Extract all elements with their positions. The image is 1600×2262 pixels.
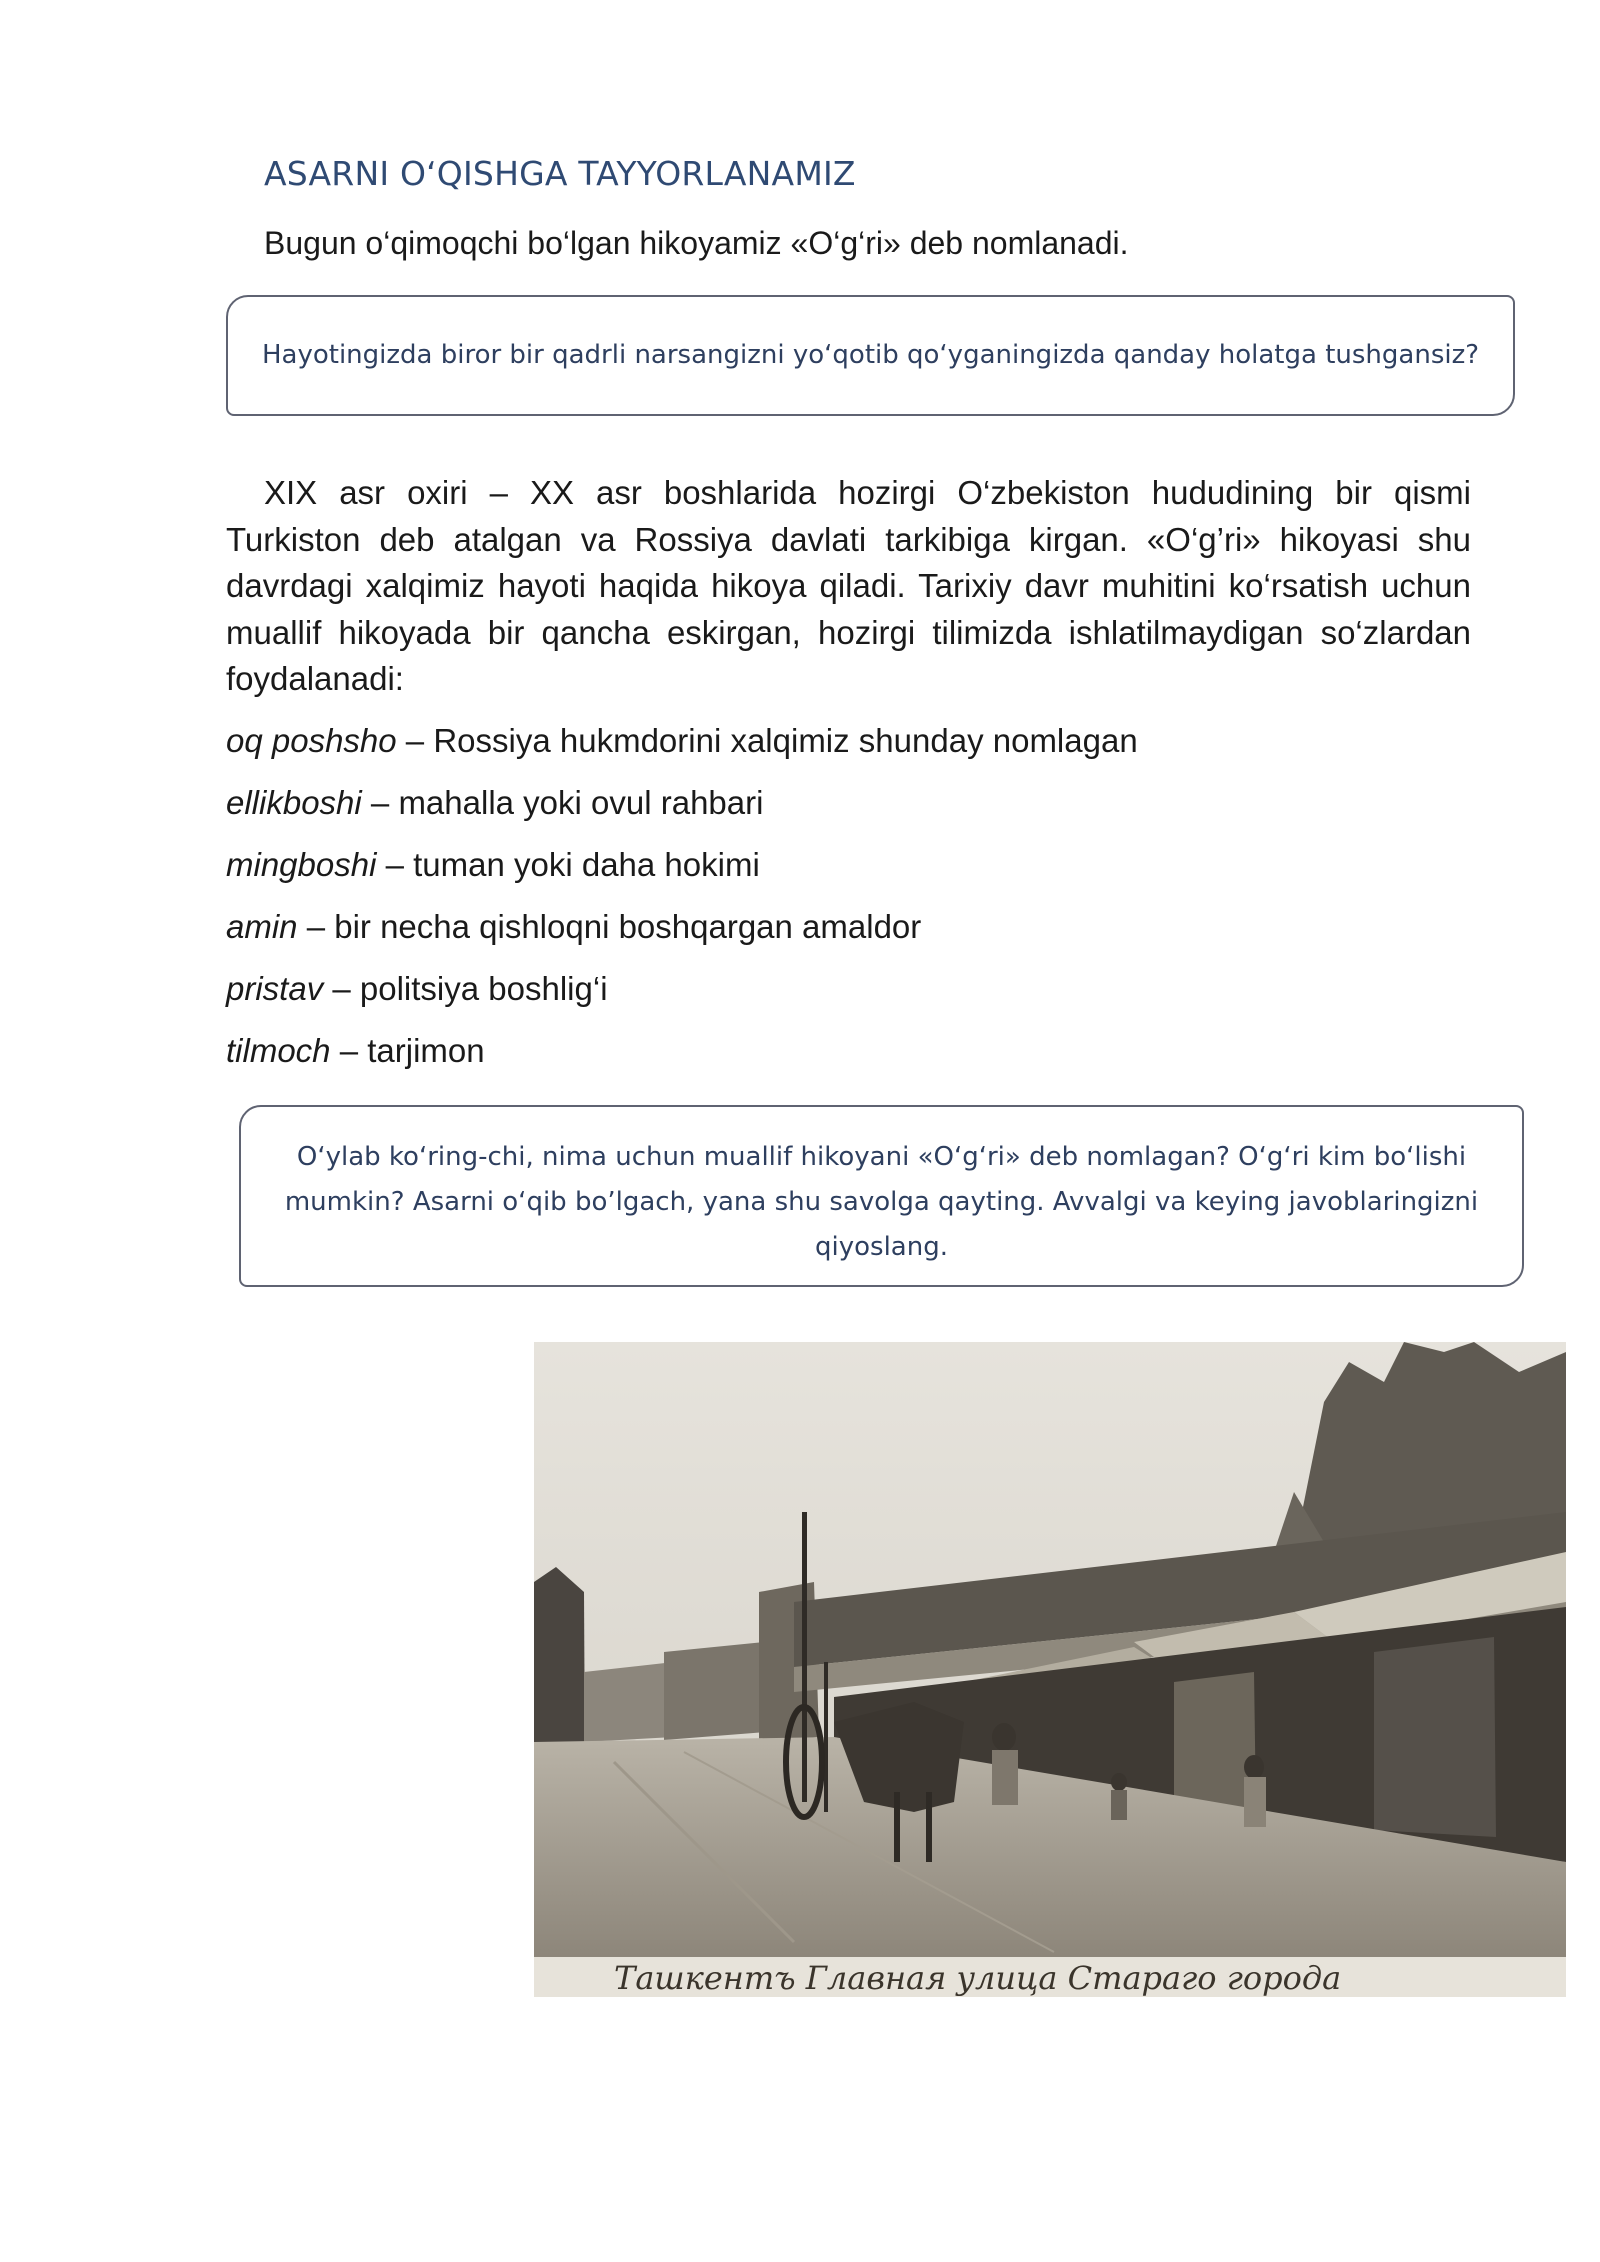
section-heading: ASARNI O‘QISHGA TAYYORLANAMIZ xyxy=(264,154,856,193)
glossary-definition: – mahalla yoki ovul rahbari xyxy=(361,784,764,821)
glossary-item xyxy=(226,720,1138,782)
photo-caption: Ташкентъ Главная улица Стараго города xyxy=(614,1959,1342,1997)
historic-street-photo xyxy=(534,1342,1566,1997)
glossary-term: oq poshsho xyxy=(226,722,397,759)
glossary-term: ellikboshi xyxy=(226,784,362,821)
glossary-item xyxy=(226,906,1138,968)
question-2-text: O‘ylab ko‘ring-chi, nima uchun muallif hikoyani «O‘g‘ri» deb nomlagan? O‘g‘ri kim bo‘lishi mumkin? Asarni o‘qib bo’lgach, yana shu savolga qayting. Avvalgi va keying javoblaringizni qiyoslang. xyxy=(284,1142,1479,1262)
glossary-definition: – politsiya boshlig‘i xyxy=(323,970,608,1007)
intro-paragraph: XIX asr oxiri – XX asr boshlarida hozirgi O‘zbekiston hududining bir qismi Turkiston deb atalgan va Rossiya davlati tarkibiga kirgan. «O‘g’ri» hikoyasi shu davrdagi xalqimiz hayoti haqida hikoya qiladi. Tarixiy davr muhitini ko‘rsatish uchun muallif hikoyada bir qancha eskirgan, hozirgi tilimizda ishlatilmaydigan so‘zlardan foydalanadi: xyxy=(226,474,1471,697)
glossary-term: pristav xyxy=(226,970,324,1007)
glossary-term: tilmoch xyxy=(226,1032,331,1069)
glossary-item xyxy=(226,1030,1138,1092)
glossary-definition: – Rossiya hukmdorini xalqimiz shunday nomlagan xyxy=(396,722,1138,759)
glossary-definition: – bir necha qishloqni boshqargan amaldor xyxy=(297,908,922,945)
intro-sentence: Bugun o‘qimoqchi bo‘lgan hikoyamiz «O‘g‘ri» deb nomlanadi. xyxy=(264,225,1129,261)
glossary-term: amin xyxy=(226,908,298,945)
glossary-term: mingboshi xyxy=(226,846,377,883)
glossary-item xyxy=(226,844,1138,906)
glossary-item xyxy=(226,782,1138,844)
question-1-text: Hayotingizda biror bir qadrli narsangizni yo‘qotib qo‘yganingizda qanday holatga tushgansiz? xyxy=(261,340,1480,370)
glossary-definition: – tuman yoki daha hokimi xyxy=(376,846,760,883)
question-box-2 xyxy=(239,1105,1524,1287)
glossary-list xyxy=(226,720,1138,1092)
question-box-1 xyxy=(226,295,1515,416)
glossary-item xyxy=(226,968,1138,1030)
glossary-definition: – tarjimon xyxy=(330,1032,485,1069)
